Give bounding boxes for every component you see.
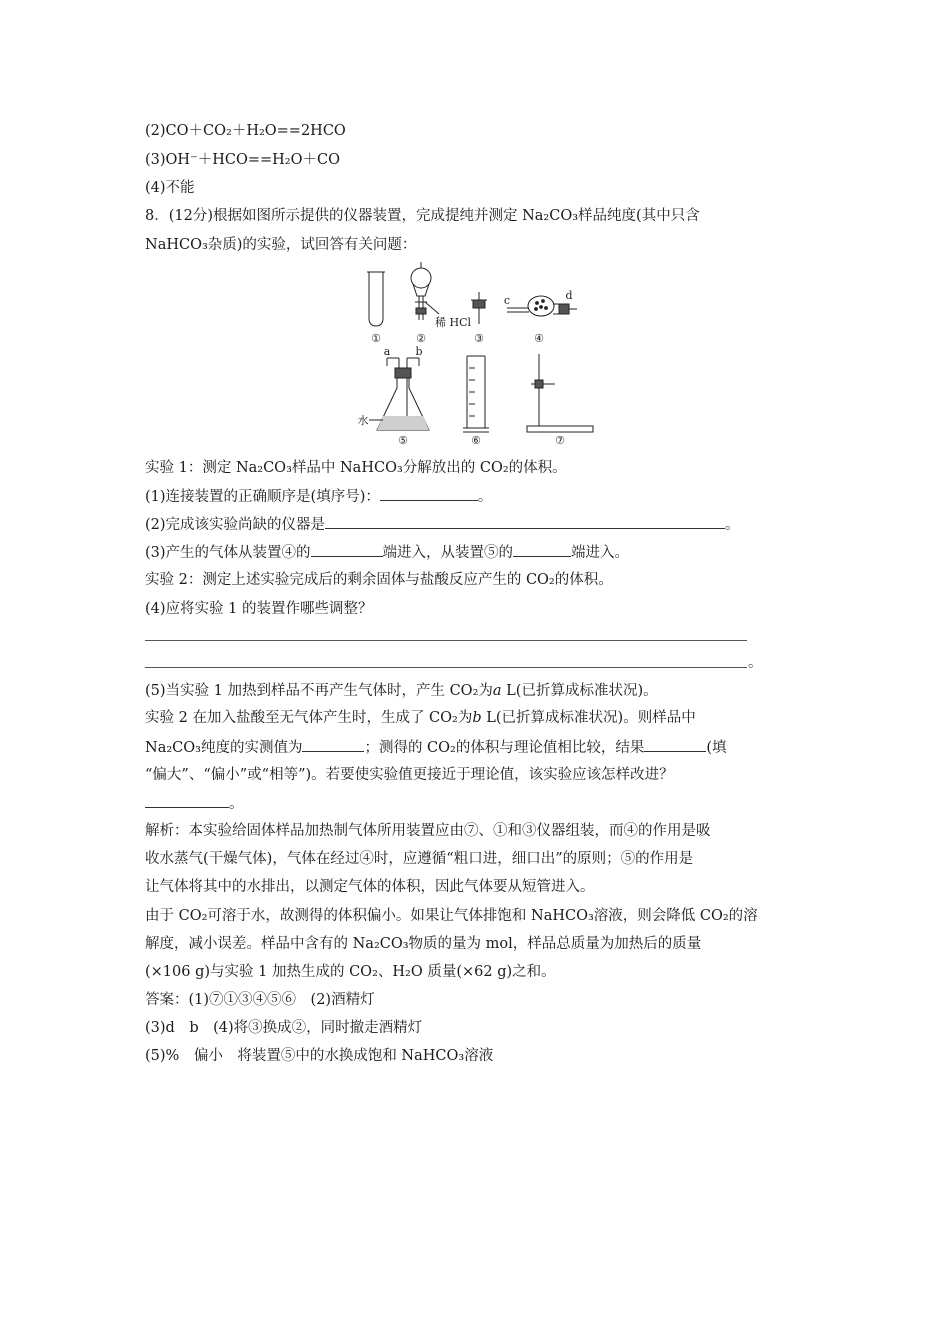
question-2-end: 。 — [725, 517, 740, 533]
answer-blank-5a[interactable] — [302, 737, 364, 752]
q5-l1-text-b: L(已折算成标准状况)。 — [501, 683, 658, 699]
question-1 — [145, 486, 492, 507]
q5-l2-text: 实验 2 在加入盐酸至无气体产生时，生成了 CO₂为 — [145, 710, 473, 726]
q5-l3-text-a: Na₂CO₃纯度的实测值为 — [145, 740, 303, 756]
measuring-cylinder-figure — [463, 356, 489, 432]
label-a: a — [383, 345, 391, 358]
question-3-text-b: 端进入，从装置⑤的 — [382, 545, 514, 561]
experiment-2-title: 实验 2：测定上述实验完成后的剩余固体与盐酸反应产生的 CO₂的体积。 — [145, 572, 613, 588]
answer-blank-3b[interactable] — [513, 542, 571, 557]
experiment-1-title: 实验 1：测定 Na₂CO₃样品中 NaHCO₃分解放出的 CO₂的体积。 — [145, 460, 567, 476]
var-b: b — [472, 710, 482, 726]
question-5-line-2 — [145, 708, 696, 728]
question-4-end: 。 — [748, 655, 763, 671]
question-8-stem: 8．(12分)根据如图所示提供的仪器装置，完成提纯并测定 Na₂CO₃样品纯度(其中只含 — [145, 208, 700, 224]
question-1-text: (1)连接装置的正确顺序是(填序号)： — [145, 489, 380, 505]
question-2-text: (2)完成该实验尚缺的仪器是 — [145, 517, 326, 533]
analysis-line-3: 让气体将其中的水排出，以测定气体的体积，因此气体要从短管进入。 — [145, 879, 595, 895]
answer-blank-1[interactable] — [380, 486, 478, 501]
label-water: 水 — [357, 414, 369, 427]
label-c: c — [503, 294, 511, 307]
label-b: b — [415, 345, 423, 358]
flask-figure — [369, 358, 429, 430]
question-5-line-3 — [145, 737, 727, 758]
answer-blank-5c[interactable] — [145, 793, 229, 808]
separatory-funnel-figure — [411, 262, 439, 320]
question-1-end: 。 — [477, 489, 493, 505]
analysis-line-1: 解析：本实验给固体样品加热制气体所用装置应由⑦、①和③仪器组装，而④的作用是吸 — [145, 823, 711, 839]
answer-line-1: 答案：(1)⑦①③④⑤⑥ (2)酒精灯 — [145, 992, 375, 1008]
label-d: d — [565, 289, 573, 302]
analysis-line-5: 解度，减小误差。样品中含有的 Na₂CO₃物质的量为 mol，样品总质量为加热后的质量 — [145, 936, 702, 952]
var-a: a — [492, 683, 502, 699]
test-tube-figure — [367, 272, 385, 326]
label-5: ⑤ — [398, 434, 408, 447]
label-3: ③ — [474, 332, 484, 345]
label-7: ⑦ — [555, 434, 565, 447]
question-5-line-4: “偏大”、“偏小”或“相等”)。若要使实验值更接近于理论值，该实验应该怎样改进？ — [145, 767, 674, 783]
answer-blank-5b[interactable] — [644, 737, 706, 752]
answer-line-4b[interactable] — [145, 667, 747, 668]
analysis-line-2: 收水蒸气(干燥气体)，气体在经过④时，应遵循“粗口进，细口出”的原则；⑤的作用是 — [145, 851, 694, 867]
label-1: ① — [371, 332, 381, 345]
question-3-text-c: 端进入。 — [571, 545, 630, 561]
apparatus-figure — [355, 256, 605, 448]
prev-answer-3: (3)OH⁻＋HCO==H₂O＋CO — [145, 152, 340, 168]
prev-answer-2: (2)CO＋CO₂＋H₂O==2HCO — [145, 123, 346, 139]
q5-l3-text-c: (填 — [706, 740, 727, 756]
analysis-line-6: (×106 g)与实验 1 加热生成的 CO₂、H₂O 质量(×62 g)之和。 — [145, 964, 556, 980]
answer-line-3: (5)% 偏小 将装置⑤中的水换成饱和 NaHCO₃溶液 — [145, 1048, 494, 1064]
answer-line-4a[interactable] — [145, 640, 747, 641]
question-3 — [145, 542, 629, 563]
q5-l5-end: 。 — [229, 796, 244, 812]
label-hcl: 稀 HCl — [434, 316, 472, 329]
prev-answer-4: (4)不能 — [145, 180, 195, 196]
question-5-line-5 — [145, 793, 244, 814]
question-5-line-1 — [145, 681, 658, 701]
label-6: ⑥ — [471, 434, 481, 447]
question-3-text-a: (3)产生的气体从装置④的 — [145, 545, 311, 561]
iron-stand-figure — [527, 354, 593, 432]
q5-l3-text-b: ；测得的 CO₂的体积与理论值相比较，结果 — [364, 740, 645, 756]
q5-l2-text-b: L(已折算成标准状况)。则样品中 — [481, 710, 696, 726]
label-2: ② — [416, 332, 426, 345]
answer-blank-2[interactable] — [325, 514, 725, 529]
question-8-stem-cont: NaHCO₃杂质)的实验，试回答有关问题： — [145, 237, 417, 253]
label-4: ④ — [534, 332, 544, 345]
stopper-tube-figure — [471, 292, 487, 324]
q5-l1-text: (5)当实验 1 加热到样品不再产生气体时，产生 CO₂为 — [145, 683, 493, 699]
question-2 — [145, 514, 740, 535]
answer-line-2: (3)d b (4)将③换成②，同时撤走酒精灯 — [145, 1020, 423, 1036]
analysis-line-4: 由于 CO₂可溶于水，故测得的体积偏小。如果让气体排饱和 NaHCO₃溶液，则会降低 CO₂的溶 — [145, 908, 758, 924]
question-4: (4)应将实验 1 的装置作哪些调整？ — [145, 601, 373, 617]
answer-blank-3a[interactable] — [311, 542, 383, 557]
